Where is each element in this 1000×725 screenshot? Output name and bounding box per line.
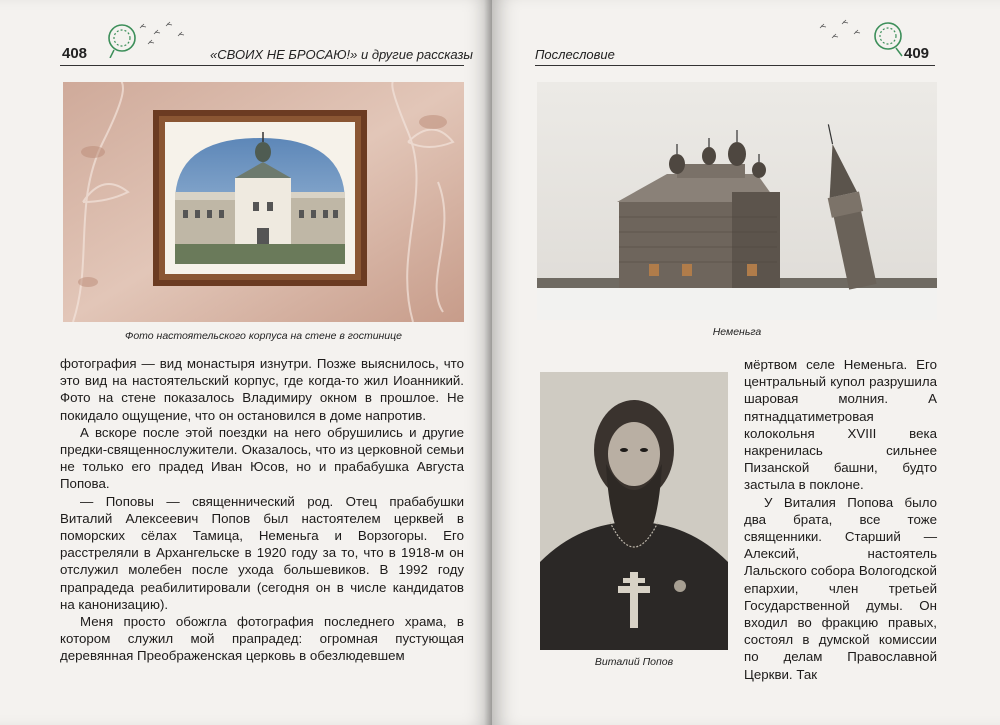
photo-caption: Виталий Попов — [594, 656, 674, 668]
photo-nemenga-church — [537, 82, 937, 320]
paragraph: фотография — вид монастыря изнутри. Позже выяснилось, что это вид на настоятельский корпус, где когда-то жил Иоанникий. Фото на стене показалось Владимиру окном в прошлое. Не покидало ощущение, что он остановился в доме напротив. — [60, 356, 464, 423]
header-rule — [60, 65, 464, 66]
right-page — [492, 0, 1000, 725]
paragraph: У Виталия Попова было два брата, все тоже священники. Старший — Алексий, настоятель Лальского собора Вологодской епархии, член третьей Государственной думы. Он входил во фракцию правых, состоял в думской комиссии по делам Православной Церкви. Так — [744, 494, 937, 682]
photo-abbot-building-on-wall — [63, 82, 464, 322]
paragraph: А вскоре после этой поездки на него обрушились и другие предки-священнослужители. Оказалось, что из церковной семьи не только его прадед Иван Юсов, но и прабабушка Августа Попова. — [60, 424, 464, 492]
photo-caption: Неменьга — [712, 326, 762, 338]
photo-caption: Фото настоятельского корпуса на стене в гостинице — [124, 330, 402, 342]
portrait-image — [540, 372, 728, 650]
left-page — [0, 0, 492, 725]
paragraph: — Поповы — священнический род. Отец прабабушки Виталий Алексеевич Попов был настоятелем церквей в поморских сёлах Тамица, Неменьга и Ворзогоры. Его расстреляли в Архангельске в 1920 году за то, что в 1918-м он отслужил молебен после ухода большевиков. В 1992 году прапрадеда реабилитировали (сегодня он в числе кандидатов на канонизацию). — [60, 493, 464, 612]
church-image — [537, 82, 937, 320]
dandelion-ornament-icon — [92, 14, 202, 58]
page-number: 409 — [904, 45, 930, 62]
running-title: «СВОИХ НЕ БРОСАЮ!» и другие рассказы — [210, 47, 473, 62]
right-body-text — [744, 356, 937, 683]
wallpaper-frame-image — [63, 82, 464, 322]
left-body-text — [60, 355, 464, 665]
header-rule — [535, 65, 935, 66]
photo-portrait-vitaly-popov — [540, 372, 728, 650]
page-number: 408 — [62, 45, 88, 62]
running-title: Послесловие — [535, 47, 615, 62]
paragraph: мёртвом селе Неменьга. Его центральный купол разрушила шаровая молния. А пятнадцатиметровая колокольня XVIII века накренилась сильнее Пизанской башни, будто застыла в поклоне. — [744, 357, 937, 493]
paragraph: Меня просто обожгла фотография последнего храма, в котором служил мой прапрадед: огромная пустующая деревянная Преображенская церковь в обезлюдевшем — [60, 614, 464, 664]
